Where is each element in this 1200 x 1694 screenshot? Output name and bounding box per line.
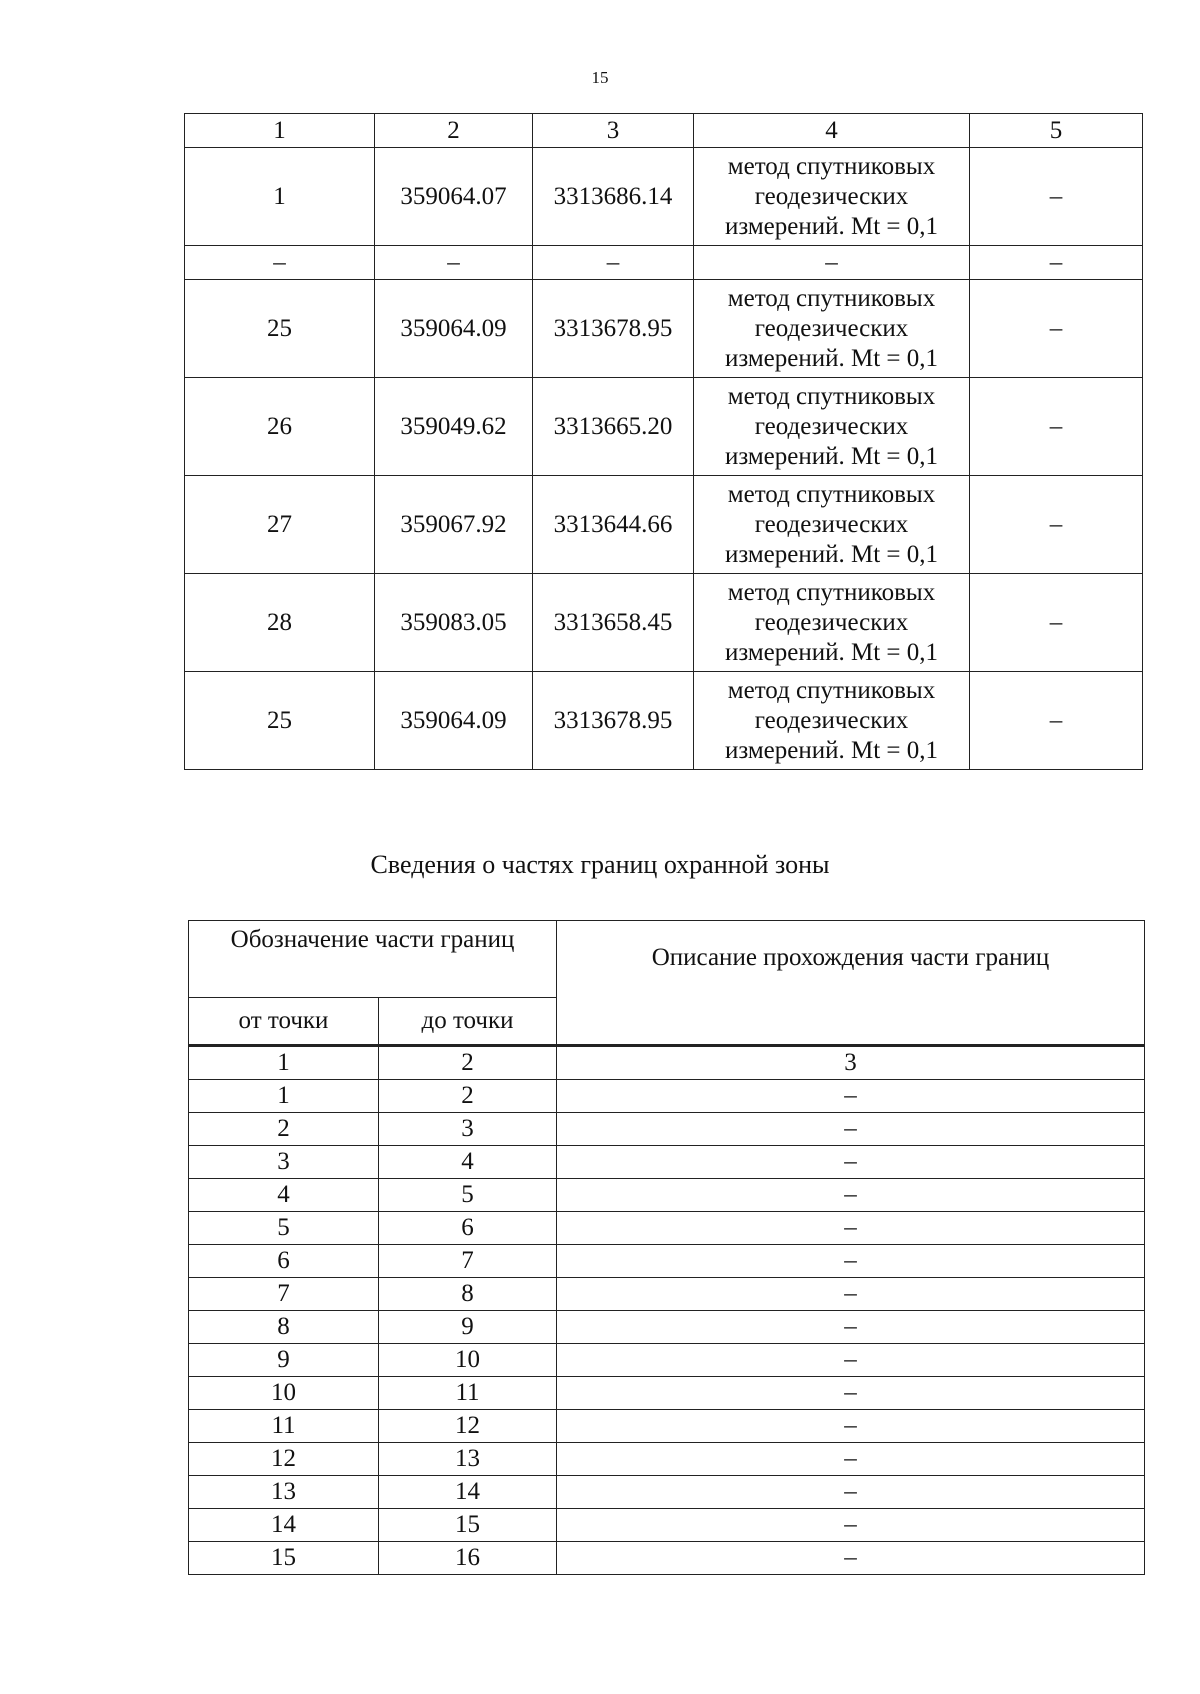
to-point: 7 [379, 1245, 557, 1278]
table-row [185, 574, 1143, 672]
to-point: 12 [379, 1410, 557, 1443]
to-point: 6 [379, 1212, 557, 1245]
part-description: – [557, 1377, 1145, 1410]
coord-y: 3313678.95 [533, 280, 694, 378]
table-row [189, 1377, 1145, 1410]
method: метод спутниковых геодезических измерений. Mt = 0,1 [694, 574, 970, 672]
from-point: 15 [189, 1542, 379, 1575]
part-description: – [557, 1410, 1145, 1443]
from-point: 11 [189, 1410, 379, 1443]
coord-y: – [533, 246, 694, 280]
table-row [189, 1344, 1145, 1377]
column-numbering-row [189, 1046, 1145, 1080]
table-row [189, 1311, 1145, 1344]
table-row [189, 1080, 1145, 1113]
from-point: 9 [189, 1344, 379, 1377]
boundary-parts-table [188, 920, 1145, 1575]
coord-x: 359083.05 [375, 574, 533, 672]
table-row [185, 476, 1143, 574]
part-description: – [557, 1344, 1145, 1377]
header-col-2: 2 [375, 114, 533, 148]
note: – [970, 148, 1143, 246]
to-point: 11 [379, 1377, 557, 1410]
parts-header-row [189, 921, 1145, 998]
method: метод спутниковых геодезических измерений. Mt = 0,1 [694, 280, 970, 378]
table-row [185, 672, 1143, 770]
coord-y: 3313665.20 [533, 378, 694, 476]
part-description: – [557, 1311, 1145, 1344]
section-title: Сведения о частях границ охранной зоны [370, 850, 830, 879]
coord-y: 3313658.45 [533, 574, 694, 672]
part-description: – [557, 1212, 1145, 1245]
to-point: 13 [379, 1443, 557, 1476]
point-number: 27 [185, 476, 375, 574]
from-point: 3 [189, 1146, 379, 1179]
to-point: 8 [379, 1278, 557, 1311]
coord-x: 359067.92 [375, 476, 533, 574]
to-point: 4 [379, 1146, 557, 1179]
table-row [185, 148, 1143, 246]
part-description: – [557, 1443, 1145, 1476]
point-number: 25 [185, 280, 375, 378]
note: – [970, 246, 1143, 280]
point-number: 28 [185, 574, 375, 672]
header-col-1: 1 [185, 114, 375, 148]
to-point: 15 [379, 1509, 557, 1542]
coord-y: 3313678.95 [533, 672, 694, 770]
part-description: – [557, 1080, 1145, 1113]
part-description: – [557, 1146, 1145, 1179]
table-row [185, 378, 1143, 476]
coord-x: 359064.07 [375, 148, 533, 246]
part-description: – [557, 1542, 1145, 1575]
coord-y: 3313686.14 [533, 148, 694, 246]
from-point: 7 [189, 1278, 379, 1311]
part-description: – [557, 1278, 1145, 1311]
from-point: 8 [189, 1311, 379, 1344]
coordinates-table [184, 113, 1143, 770]
table-row [189, 1509, 1145, 1542]
table-row [189, 1542, 1145, 1575]
point-number: 1 [185, 148, 375, 246]
table-row [189, 1245, 1145, 1278]
part-description: – [557, 1179, 1145, 1212]
header-col-5: 5 [970, 114, 1143, 148]
from-point: 2 [189, 1113, 379, 1146]
from-point: 12 [189, 1443, 379, 1476]
to-point: 5 [379, 1179, 557, 1212]
page-number: 15 [591, 68, 609, 87]
note: – [970, 574, 1143, 672]
method: метод спутниковых геодезических измерений. Mt = 0,1 [694, 476, 970, 574]
note: – [970, 672, 1143, 770]
note: – [970, 378, 1143, 476]
coord-x: 359064.09 [375, 280, 533, 378]
coordinates-header-row [185, 114, 1143, 148]
part-description: – [557, 1476, 1145, 1509]
note: – [970, 476, 1143, 574]
method: метод спутниковых геодезических измерений. Mt = 0,1 [694, 378, 970, 476]
from-point: 5 [189, 1212, 379, 1245]
from-point: 6 [189, 1245, 379, 1278]
from-point-header: от точки [189, 998, 379, 1046]
numbering-col-1: 1 [189, 1046, 379, 1080]
coord-y: 3313644.66 [533, 476, 694, 574]
table-row [189, 1146, 1145, 1179]
to-point: 10 [379, 1344, 557, 1377]
coord-x: – [375, 246, 533, 280]
to-point-header: до точки [379, 998, 557, 1046]
to-point: 3 [379, 1113, 557, 1146]
point-number: 26 [185, 378, 375, 476]
part-description: – [557, 1113, 1145, 1146]
from-point: 1 [189, 1080, 379, 1113]
table-row [189, 1278, 1145, 1311]
header-col-3: 3 [533, 114, 694, 148]
method: метод спутниковых геодезических измерений. Mt = 0,1 [694, 672, 970, 770]
to-point: 16 [379, 1542, 557, 1575]
table-row [185, 280, 1143, 378]
from-point: 13 [189, 1476, 379, 1509]
table-row [189, 1476, 1145, 1509]
to-point: 9 [379, 1311, 557, 1344]
part-description: – [557, 1509, 1145, 1542]
table-row [189, 1179, 1145, 1212]
point-number: 25 [185, 672, 375, 770]
from-point: 10 [189, 1377, 379, 1410]
from-point: 14 [189, 1509, 379, 1542]
header-col-4: 4 [694, 114, 970, 148]
table-row [189, 1113, 1145, 1146]
description-header: Описание прохождения части границ [557, 921, 1145, 1046]
note: – [970, 280, 1143, 378]
point-number: – [185, 246, 375, 280]
numbering-col-3: 3 [557, 1046, 1145, 1080]
table-row [189, 1443, 1145, 1476]
table-row [189, 1410, 1145, 1443]
coord-x: 359064.09 [375, 672, 533, 770]
designation-header: Обозначение части границ [189, 921, 557, 998]
numbering-col-2: 2 [379, 1046, 557, 1080]
to-point: 2 [379, 1080, 557, 1113]
to-point: 14 [379, 1476, 557, 1509]
method: – [694, 246, 970, 280]
table-row [185, 246, 1143, 280]
from-point: 4 [189, 1179, 379, 1212]
coord-x: 359049.62 [375, 378, 533, 476]
method: метод спутниковых геодезических измерений. Mt = 0,1 [694, 148, 970, 246]
table-row [189, 1212, 1145, 1245]
part-description: – [557, 1245, 1145, 1278]
